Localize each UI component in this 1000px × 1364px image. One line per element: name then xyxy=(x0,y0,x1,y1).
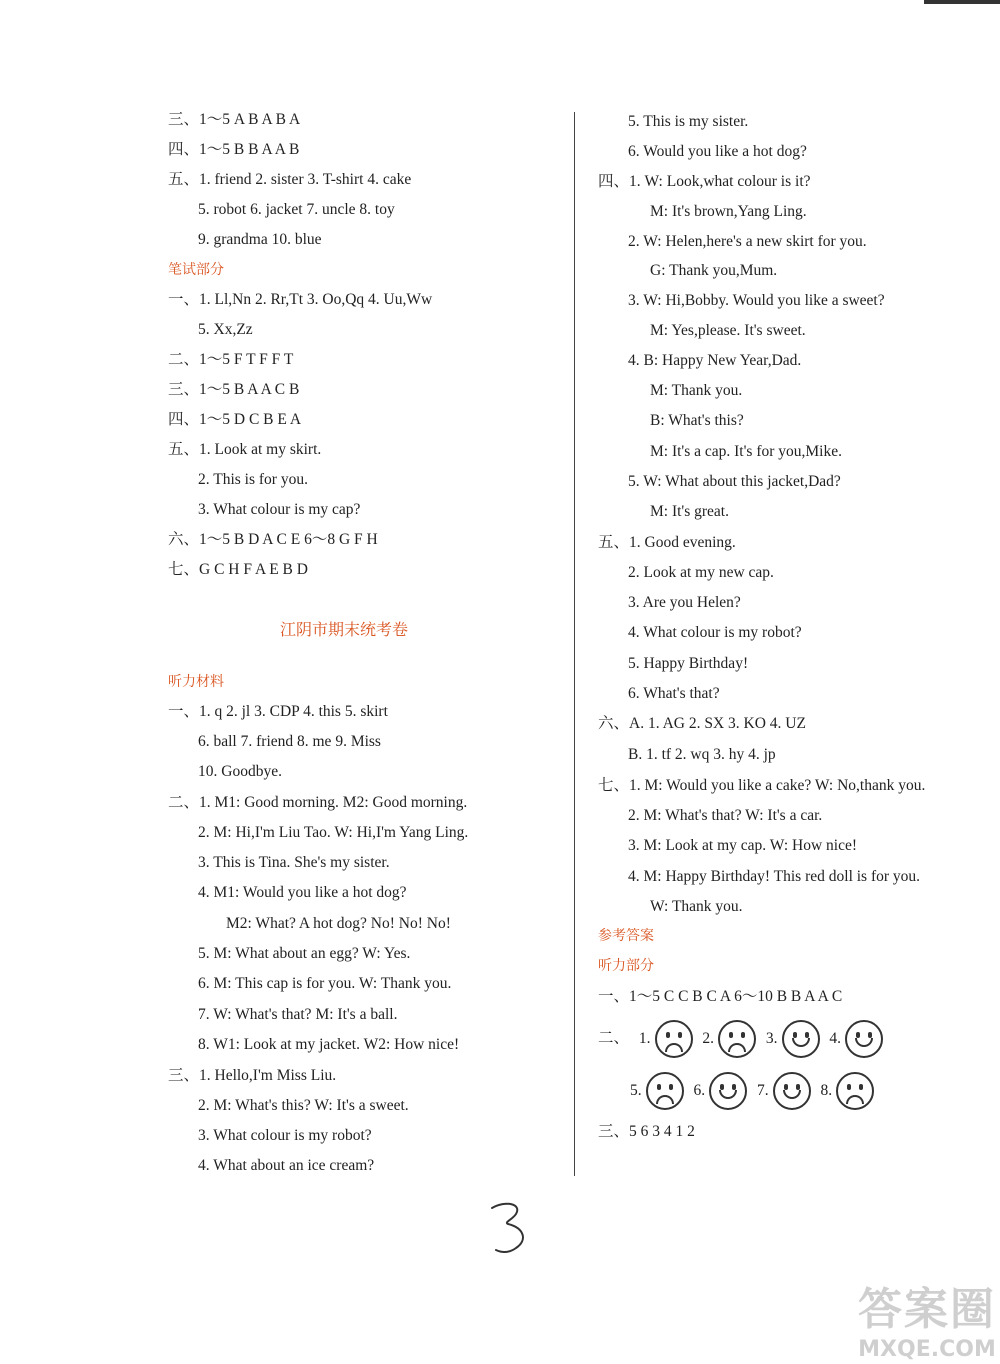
answer-line: 五、1. friend 2. sister 3. T-shirt 4. cake xyxy=(168,171,412,188)
answer-line: M: It's a cap. It's for you,Mike. xyxy=(650,443,842,460)
answer-line: 10. Goodbye. xyxy=(198,763,282,780)
column-divider xyxy=(574,112,575,1176)
answer-line: 3. This is Tina. She's my sister. xyxy=(198,854,390,871)
answer-line: 三、1. Hello,I'm Miss Liu. xyxy=(168,1067,337,1084)
answer-line: 三、1～5 B A A C B xyxy=(168,381,300,398)
face-label: 2. xyxy=(702,1029,715,1047)
section-heading: 笔试部分 xyxy=(168,262,224,278)
answer-line: 4. What colour is my robot? xyxy=(628,624,802,641)
sad-face-icon xyxy=(655,1020,693,1058)
face-question-prefix: 二、 xyxy=(598,1029,630,1047)
happy-face-icon xyxy=(845,1020,883,1058)
answer-line: 二、1～5 F T F F T xyxy=(168,351,294,368)
answer-line: 5. Happy Birthday! xyxy=(628,655,749,672)
answer-line: 7. W: What's that? M: It's a ball. xyxy=(198,1006,398,1023)
answer-line: M: It's great. xyxy=(650,503,729,520)
handwritten-three-icon xyxy=(488,1200,548,1260)
answer-line: 一、1～5 C C B C A 6～10 B B A A C xyxy=(598,988,843,1005)
answer-line: 六、1～5 B D A C E 6～8 G F H xyxy=(168,531,378,548)
answer-line: 三、1～5 A B A B A xyxy=(168,111,301,128)
answer-line: M2: What? A hot dog? No! No! No! xyxy=(226,915,451,932)
answer-line: 4. M1: Would you like a hot dog? xyxy=(198,884,407,901)
answer-line: 5. W: What about this jacket,Dad? xyxy=(628,473,841,490)
answer-line: 4. What about an ice cream? xyxy=(198,1157,375,1174)
answer-line: 2. W: Helen,here's a new skirt for you. xyxy=(628,233,867,250)
exam-title: 江阴市期末统考卷 xyxy=(280,620,409,639)
face-label: 3. xyxy=(765,1029,778,1047)
section-heading: 参考答案 xyxy=(598,928,654,944)
answer-line: 2. Look at my new cap. xyxy=(628,564,774,581)
answer-line: 8. W1: Look at my jacket. W2: How nice! xyxy=(198,1036,460,1053)
answer-line: G: Thank you,Mum. xyxy=(650,262,778,279)
answer-line: 6. Would you like a hot dog? xyxy=(628,143,807,160)
answer-line: 5. This is my sister. xyxy=(628,113,749,130)
watermark-logo-text: 答案圈 xyxy=(858,1284,996,1335)
answer-line: 2. This is for you. xyxy=(198,471,308,488)
answer-line: M: Yes,please. It's sweet. xyxy=(650,322,806,339)
answer-line: 2. M: What's that? W: It's a car. xyxy=(628,807,823,824)
section-heading: 听力部分 xyxy=(598,958,654,974)
face-row-1 xyxy=(598,1020,883,1058)
face-label: 4. xyxy=(829,1029,842,1047)
sad-face-icon xyxy=(836,1072,874,1110)
answer-line: 六、A. 1. AG 2. SX 3. KO 4. UZ xyxy=(598,715,806,732)
answer-line: 6. M: This cap is for you. W: Thank you. xyxy=(198,975,452,992)
happy-face-icon xyxy=(773,1072,811,1110)
answer-line: 4. B: Happy New Year,Dad. xyxy=(628,352,802,369)
happy-face-icon xyxy=(782,1020,820,1058)
answer-line: 3. W: Hi,Bobby. Would you like a sweet? xyxy=(628,292,885,309)
answer-line: 4. M: Happy Birthday! This red doll is for you. xyxy=(628,868,921,885)
answer-line: 七、1. M: Would you like a cake? W: No,thank you. xyxy=(598,777,926,794)
answer-line: W: Thank you. xyxy=(650,898,743,915)
face-label: 8. xyxy=(820,1081,833,1099)
answer-line: M: It's brown,Yang Ling. xyxy=(650,203,807,220)
happy-face-icon xyxy=(709,1072,747,1110)
sad-face-icon xyxy=(718,1020,756,1058)
answer-line: 三、5 6 3 4 1 2 xyxy=(598,1123,695,1140)
section-heading: 听力材料 xyxy=(168,674,224,690)
answer-line: 6. What's that? xyxy=(628,685,720,702)
watermark xyxy=(858,1273,996,1362)
handwritten-page-mark xyxy=(488,1200,548,1265)
face-row-2 xyxy=(624,1072,874,1110)
answer-line: 五、1. Good evening. xyxy=(598,534,736,551)
answer-line: 一、1. q 2. jl 3. CDP 4. this 5. skirt xyxy=(168,703,388,720)
top-edge-bar xyxy=(924,0,1000,4)
answer-line: 四、1～5 D C B E A xyxy=(168,411,302,428)
sad-face-icon xyxy=(646,1072,684,1110)
answer-line: 6. ball 7. friend 8. me 9. Miss xyxy=(198,733,381,750)
answer-line: 2. M: Hi,I'm Liu Tao. W: Hi,I'm Yang Ling. xyxy=(198,824,469,841)
answer-line: B. 1. tf 2. wq 3. hy 4. jp xyxy=(628,746,776,763)
answer-line: B: What's this? xyxy=(650,412,744,429)
answer-line: 5. M: What about an egg? W: Yes. xyxy=(198,945,411,962)
answer-line: 四、1～5 B B A A B xyxy=(168,141,300,158)
answer-line: 七、G C H F A E B D xyxy=(168,561,308,578)
face-label: 7. xyxy=(757,1081,769,1099)
face-label: 5. xyxy=(630,1081,642,1099)
answer-line: 五、1. Look at my skirt. xyxy=(168,441,322,458)
answer-line: 二、1. M1: Good morning. M2: Good morning. xyxy=(168,794,468,811)
answer-line: 9. grandma 10. blue xyxy=(198,231,322,248)
answer-line: M: Thank you. xyxy=(650,382,743,399)
face-label: 6. xyxy=(693,1081,706,1099)
face-label: 1. xyxy=(638,1029,651,1047)
answer-line: 3. What colour is my cap? xyxy=(198,501,361,518)
answer-line: 5. Xx,Zz xyxy=(198,321,253,338)
answer-line: 一、1. Ll,Nn 2. Rr,Tt 3. Oo,Qq 4. Uu,Ww xyxy=(168,291,433,308)
answer-line: 四、1. W: Look,what colour is it? xyxy=(598,173,811,190)
answer-line: 3. Are you Helen? xyxy=(628,594,741,611)
answer-line: 2. M: What's this? W: It's a sweet. xyxy=(198,1097,409,1114)
answer-line: 3. What colour is my robot? xyxy=(198,1127,372,1144)
answer-line: 3. M: Look at my cap. W: How nice! xyxy=(628,837,858,854)
answer-line: 5. robot 6. jacket 7. uncle 8. toy xyxy=(198,201,395,218)
watermark-url: MXQE.COM xyxy=(858,1337,996,1362)
